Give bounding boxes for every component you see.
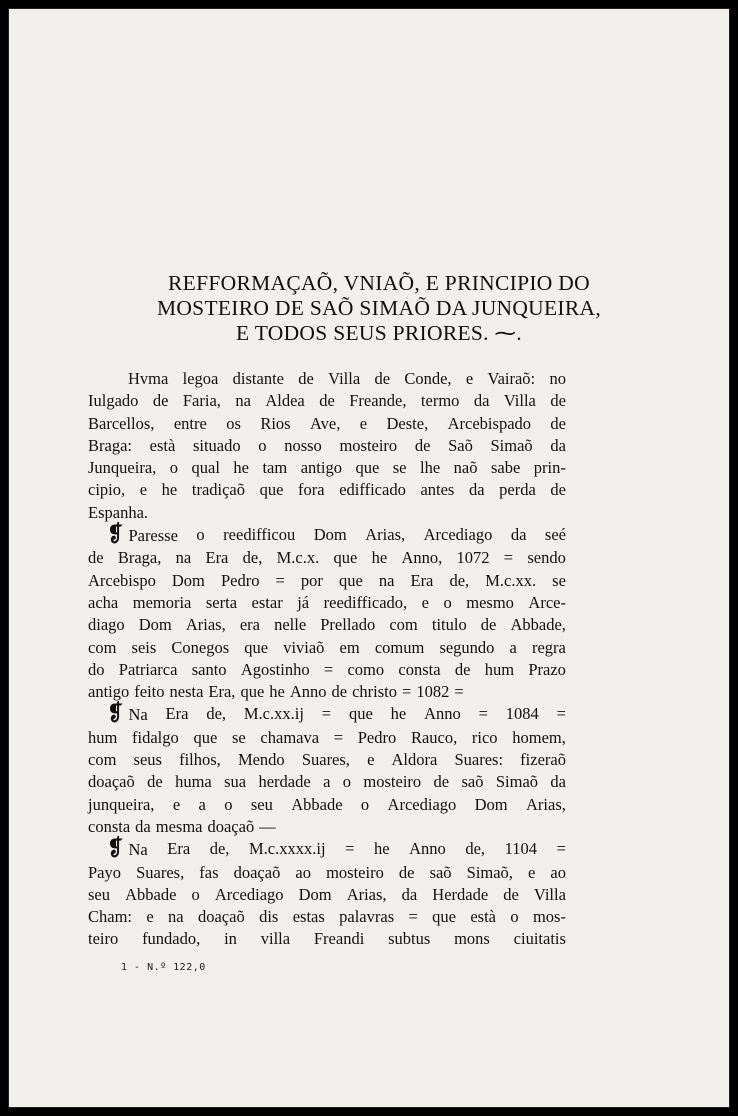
word: Anno bbox=[424, 704, 461, 724]
word: santo bbox=[191, 659, 227, 679]
word: de bbox=[88, 548, 104, 568]
word: do bbox=[88, 659, 105, 679]
word: teiro bbox=[88, 929, 119, 949]
word: seis bbox=[131, 637, 157, 657]
word: de bbox=[480, 615, 497, 635]
word: Na bbox=[128, 840, 148, 860]
word: o bbox=[169, 458, 179, 478]
word: Saõ bbox=[448, 435, 473, 455]
word: sabe bbox=[490, 458, 521, 478]
word: Anno bbox=[409, 839, 446, 859]
word: Arcediago bbox=[387, 794, 457, 814]
word: que bbox=[432, 907, 456, 927]
word: hum bbox=[484, 659, 515, 679]
word: Abbade, bbox=[510, 615, 566, 635]
word: Arcebispo bbox=[88, 570, 156, 590]
document-title bbox=[89, 271, 669, 346]
word: Cham: bbox=[88, 907, 132, 927]
word: de, bbox=[242, 548, 263, 568]
word: doaçaõ bbox=[88, 772, 135, 792]
word: estar bbox=[251, 592, 283, 612]
word: e bbox=[359, 413, 368, 433]
word: 1084 bbox=[505, 704, 539, 724]
word: in bbox=[224, 929, 237, 949]
word: ciuitatis bbox=[513, 929, 566, 949]
text-line bbox=[88, 413, 566, 435]
text-line bbox=[88, 502, 566, 524]
word: seu bbox=[250, 794, 273, 814]
word: que bbox=[338, 570, 363, 590]
word: he bbox=[390, 704, 407, 724]
text-line bbox=[88, 570, 566, 592]
word: os bbox=[226, 413, 241, 433]
word: o bbox=[258, 435, 267, 455]
word: nelle bbox=[274, 615, 307, 635]
text-line bbox=[88, 637, 566, 659]
word: mos- bbox=[532, 907, 566, 927]
word: nesta bbox=[169, 682, 204, 702]
word: = bbox=[275, 570, 285, 590]
word: Arcediago bbox=[423, 525, 493, 545]
word: està bbox=[470, 907, 496, 927]
word: mosteiro bbox=[363, 772, 422, 792]
word: de, bbox=[449, 570, 470, 590]
word: se bbox=[552, 570, 566, 590]
word: seus bbox=[133, 750, 162, 770]
word: Dom bbox=[313, 525, 347, 545]
word: e bbox=[421, 592, 429, 612]
word: lhe bbox=[419, 458, 441, 478]
text-line bbox=[88, 681, 566, 703]
word: o bbox=[342, 772, 352, 792]
paragraph-3 bbox=[88, 700, 566, 838]
word: he bbox=[233, 458, 249, 478]
word: Prellado bbox=[320, 615, 376, 635]
word: M.c.xxxx.ij bbox=[248, 839, 326, 859]
word: perda bbox=[499, 480, 536, 500]
word: Anno, bbox=[401, 548, 443, 568]
paragraph-2 bbox=[88, 521, 566, 703]
text-line bbox=[88, 614, 566, 636]
signature-mark: 1 - N.º 122,0 bbox=[121, 962, 206, 973]
word: e bbox=[528, 862, 536, 882]
text-line bbox=[88, 479, 566, 501]
word: Dom bbox=[298, 884, 332, 904]
word: de, bbox=[206, 704, 227, 724]
word: Rauco, bbox=[410, 727, 458, 747]
paragraph-mark-icon: ❡ bbox=[107, 835, 124, 861]
word: Aldora bbox=[391, 750, 438, 770]
word: saõ bbox=[461, 772, 484, 792]
word: Suares, bbox=[136, 862, 185, 882]
word: ao bbox=[550, 862, 566, 882]
word: que bbox=[259, 480, 284, 500]
word: Simaõ bbox=[495, 772, 539, 792]
word: mesmo bbox=[466, 592, 514, 612]
word: Era bbox=[410, 570, 434, 590]
word: Conegos bbox=[171, 637, 230, 657]
word: da bbox=[473, 391, 490, 411]
word: = bbox=[478, 704, 488, 724]
word: consta bbox=[398, 659, 441, 679]
word: de bbox=[550, 391, 566, 411]
word: antigo bbox=[88, 682, 130, 702]
word: = bbox=[333, 727, 344, 747]
word: já bbox=[297, 592, 310, 612]
word: Freandi bbox=[313, 929, 365, 949]
word: Patriarca bbox=[118, 659, 178, 679]
word: junqueira, bbox=[88, 794, 155, 814]
word: no bbox=[549, 369, 566, 388]
word: Arias, bbox=[185, 615, 226, 635]
word: Deste, bbox=[386, 413, 429, 433]
word: que bbox=[333, 548, 358, 568]
word: Era, bbox=[208, 682, 236, 702]
word: feito bbox=[134, 682, 165, 702]
word: he bbox=[371, 548, 388, 568]
word: Freande, bbox=[349, 391, 407, 411]
word: sua bbox=[224, 772, 247, 792]
word: dis bbox=[259, 907, 279, 927]
word: prin- bbox=[533, 458, 566, 478]
word: de bbox=[398, 862, 415, 882]
word: = bbox=[321, 704, 332, 724]
word: com bbox=[88, 750, 117, 770]
word: doaçaõ bbox=[233, 862, 281, 882]
word: por bbox=[300, 570, 323, 590]
word: a bbox=[198, 794, 206, 814]
word: que bbox=[348, 704, 373, 724]
word: de bbox=[152, 391, 169, 411]
word: era bbox=[239, 615, 260, 635]
word: Herdade bbox=[432, 884, 489, 904]
word: Dom bbox=[474, 794, 508, 814]
word: Anno bbox=[289, 682, 327, 702]
word: comum bbox=[374, 637, 425, 657]
word: herdade bbox=[258, 772, 311, 792]
word: fas bbox=[199, 862, 219, 882]
word: a bbox=[509, 637, 517, 657]
word: como bbox=[347, 659, 385, 679]
word: Conde, bbox=[404, 369, 452, 388]
word: o bbox=[443, 592, 452, 612]
text-line bbox=[88, 835, 566, 861]
word: Faria, bbox=[182, 391, 221, 411]
word: chamava bbox=[260, 727, 320, 747]
word: segundo bbox=[439, 637, 495, 657]
word: que bbox=[244, 637, 269, 657]
word: antigo bbox=[300, 458, 342, 478]
word: Payo bbox=[88, 862, 121, 882]
word: Iulgado bbox=[88, 391, 139, 411]
word: o bbox=[191, 884, 200, 904]
word: Suares: bbox=[454, 750, 504, 770]
word: o bbox=[224, 794, 233, 814]
word: se bbox=[231, 727, 246, 747]
word: Era bbox=[165, 704, 189, 724]
text-line bbox=[88, 771, 566, 793]
text-line bbox=[88, 906, 566, 928]
word: subtus bbox=[388, 929, 431, 949]
text-line bbox=[88, 928, 566, 950]
word: seu bbox=[88, 884, 110, 904]
word: cipio, bbox=[88, 480, 126, 500]
paragraph-1 bbox=[88, 368, 566, 524]
word: fundado, bbox=[142, 929, 201, 949]
word: edifficado bbox=[339, 480, 406, 500]
word: de bbox=[319, 391, 335, 411]
paragraph-mark-icon: ❡ bbox=[107, 700, 124, 726]
word: legoa bbox=[182, 369, 219, 388]
word: em bbox=[339, 637, 360, 657]
word: naõ bbox=[453, 458, 478, 478]
word: Prazo bbox=[528, 659, 566, 679]
word: Simaõ, bbox=[466, 862, 513, 882]
word: na bbox=[168, 907, 184, 927]
word: huma bbox=[175, 772, 212, 792]
word: Arcebispado bbox=[447, 413, 532, 433]
word: = bbox=[345, 839, 355, 859]
word: Dom bbox=[138, 615, 172, 635]
word: = bbox=[323, 659, 334, 679]
text-line bbox=[88, 794, 566, 816]
word: Villa bbox=[503, 391, 536, 411]
word: rico bbox=[471, 727, 498, 747]
word: 1104 bbox=[504, 839, 537, 859]
text-line bbox=[88, 884, 566, 906]
word: he bbox=[373, 839, 390, 859]
word: e bbox=[172, 794, 181, 814]
word: = bbox=[503, 548, 514, 568]
paragraph-4 bbox=[88, 835, 566, 950]
text-line bbox=[88, 547, 566, 569]
text-line bbox=[88, 659, 566, 681]
text-line bbox=[88, 862, 566, 884]
word: filhos, bbox=[179, 750, 221, 770]
word: entre bbox=[173, 413, 207, 433]
word: hum bbox=[88, 727, 118, 747]
word: Paresse bbox=[128, 526, 178, 546]
word: serta bbox=[205, 592, 238, 612]
word: doaçaõ bbox=[207, 816, 255, 836]
word: de, bbox=[209, 839, 230, 859]
word: Villa bbox=[328, 369, 361, 388]
word: com bbox=[389, 615, 418, 635]
word: Hvma bbox=[128, 369, 169, 388]
word: Arcediago bbox=[214, 884, 284, 904]
title-line: E TODOS SEUS PRIORES. ⁓. bbox=[236, 321, 522, 345]
word: na bbox=[378, 570, 395, 590]
word: da bbox=[550, 772, 566, 792]
paragraph-mark-icon: ❡ bbox=[107, 521, 124, 547]
word: doaçaõ bbox=[197, 907, 245, 927]
text-line bbox=[88, 592, 566, 614]
word: Arias, bbox=[365, 525, 406, 545]
word: Espanha. bbox=[88, 502, 149, 522]
word: mesma bbox=[155, 816, 203, 836]
word: titulo bbox=[431, 615, 467, 635]
word: de bbox=[550, 480, 566, 500]
word: de bbox=[550, 413, 566, 433]
word: de, bbox=[465, 839, 486, 859]
word: saõ bbox=[429, 862, 452, 882]
word: mosteiro bbox=[326, 862, 384, 882]
word: que bbox=[240, 682, 265, 702]
word: situado bbox=[192, 435, 241, 455]
word: Vairaõ: bbox=[487, 369, 536, 388]
text-line bbox=[88, 816, 566, 838]
word: Villa bbox=[533, 884, 566, 904]
word: Agostinho bbox=[240, 659, 310, 679]
word: Arias, bbox=[526, 794, 566, 814]
word: Abbade bbox=[125, 884, 177, 904]
word: da bbox=[468, 480, 485, 500]
word: mosteiro bbox=[339, 435, 398, 455]
text-line bbox=[88, 457, 566, 479]
word: Na bbox=[128, 705, 148, 725]
word: da bbox=[135, 816, 151, 836]
word: Pedro bbox=[220, 570, 260, 590]
word: Arce- bbox=[528, 592, 566, 612]
word: se bbox=[392, 458, 407, 478]
word: de bbox=[147, 772, 163, 792]
word: de bbox=[503, 884, 519, 904]
word: de bbox=[331, 682, 348, 702]
word: Simaõ bbox=[490, 435, 533, 455]
word: Aldea bbox=[265, 391, 305, 411]
word: he bbox=[161, 480, 178, 500]
word: na bbox=[235, 391, 251, 411]
word: està bbox=[149, 435, 176, 455]
word: 1082 bbox=[416, 682, 450, 702]
word: e bbox=[367, 750, 375, 770]
word: termo bbox=[420, 391, 460, 411]
word: da bbox=[510, 525, 527, 545]
word: Junqueira, bbox=[88, 458, 157, 478]
word: Braga, bbox=[117, 548, 162, 568]
text-line bbox=[88, 727, 566, 749]
word: de bbox=[414, 435, 431, 455]
text-line bbox=[88, 435, 566, 457]
word: Pedro bbox=[357, 727, 397, 747]
word: 1072 bbox=[456, 548, 490, 568]
word: de bbox=[374, 369, 391, 388]
word: mons bbox=[454, 929, 490, 949]
word: fora bbox=[298, 480, 325, 500]
word: com bbox=[88, 637, 117, 657]
word: memoria bbox=[132, 592, 192, 612]
word: = bbox=[402, 682, 412, 702]
word: da bbox=[401, 884, 418, 904]
word: Rios bbox=[260, 413, 291, 433]
word: que bbox=[355, 458, 380, 478]
word: Dom bbox=[171, 570, 205, 590]
word: nosso bbox=[284, 435, 322, 455]
word: antes bbox=[420, 480, 455, 500]
word: diago bbox=[88, 615, 125, 635]
word: homem, bbox=[512, 727, 566, 747]
word: e bbox=[465, 369, 474, 388]
word: sendo bbox=[527, 548, 566, 568]
word: o bbox=[196, 525, 205, 545]
word: de bbox=[298, 369, 314, 388]
title-line: REFFORMAÇAÕ, VNIAÕ, E PRINCIPIO DO bbox=[168, 271, 590, 295]
word: regra bbox=[531, 637, 566, 657]
word: seé bbox=[544, 525, 566, 545]
word: christo bbox=[352, 682, 398, 702]
word: Suares, bbox=[301, 750, 350, 770]
word: = bbox=[408, 907, 418, 927]
word: fizeraõ bbox=[520, 750, 566, 770]
word: a bbox=[323, 772, 331, 792]
word: Arias, bbox=[346, 884, 387, 904]
word: consta bbox=[88, 816, 131, 836]
word: Braga: bbox=[88, 435, 132, 455]
word: = bbox=[556, 704, 566, 724]
word: qual bbox=[191, 458, 220, 478]
word: = bbox=[556, 839, 566, 859]
word: M.c.x. bbox=[276, 548, 320, 568]
word: palavras bbox=[339, 907, 395, 927]
word: Era bbox=[205, 548, 229, 568]
word: Barcellos, bbox=[88, 413, 155, 433]
word: M.c.xx. bbox=[485, 570, 537, 590]
word: de bbox=[454, 659, 471, 679]
word: o bbox=[510, 907, 519, 927]
text-line bbox=[88, 390, 566, 412]
word: Ave, bbox=[309, 413, 341, 433]
word: viviaõ bbox=[283, 637, 325, 657]
document-body bbox=[88, 368, 566, 951]
text-line bbox=[88, 368, 566, 390]
word: reedifficou bbox=[223, 525, 296, 545]
title-line: MOSTEIRO DE SAÕ SIMAÕ DA JUNQUEIRA, bbox=[156, 296, 602, 320]
word: tradiçaõ bbox=[191, 480, 245, 500]
word: da bbox=[550, 435, 566, 455]
word: Mendo bbox=[237, 750, 285, 770]
word: = bbox=[454, 682, 464, 702]
word: e bbox=[139, 480, 148, 500]
word: villa bbox=[260, 929, 291, 949]
text-line bbox=[88, 700, 566, 726]
word: de bbox=[433, 772, 450, 792]
word: ao bbox=[295, 862, 311, 882]
word: Era bbox=[167, 839, 191, 859]
word: e bbox=[146, 907, 154, 927]
word: reedifficado, bbox=[323, 592, 408, 612]
word: he bbox=[269, 682, 285, 702]
text-line bbox=[88, 521, 566, 547]
word: o bbox=[360, 794, 370, 814]
word: M.c.xx.ij bbox=[243, 704, 304, 724]
word: acha bbox=[88, 592, 119, 612]
word: Abbade bbox=[291, 794, 343, 814]
word: estas bbox=[292, 907, 325, 927]
word: distante bbox=[232, 369, 284, 388]
word: fidalgo bbox=[132, 727, 179, 747]
word: que bbox=[193, 727, 218, 747]
text-line bbox=[88, 749, 566, 771]
word: na bbox=[175, 548, 192, 568]
word: tam bbox=[262, 458, 288, 478]
word: — bbox=[259, 816, 276, 836]
